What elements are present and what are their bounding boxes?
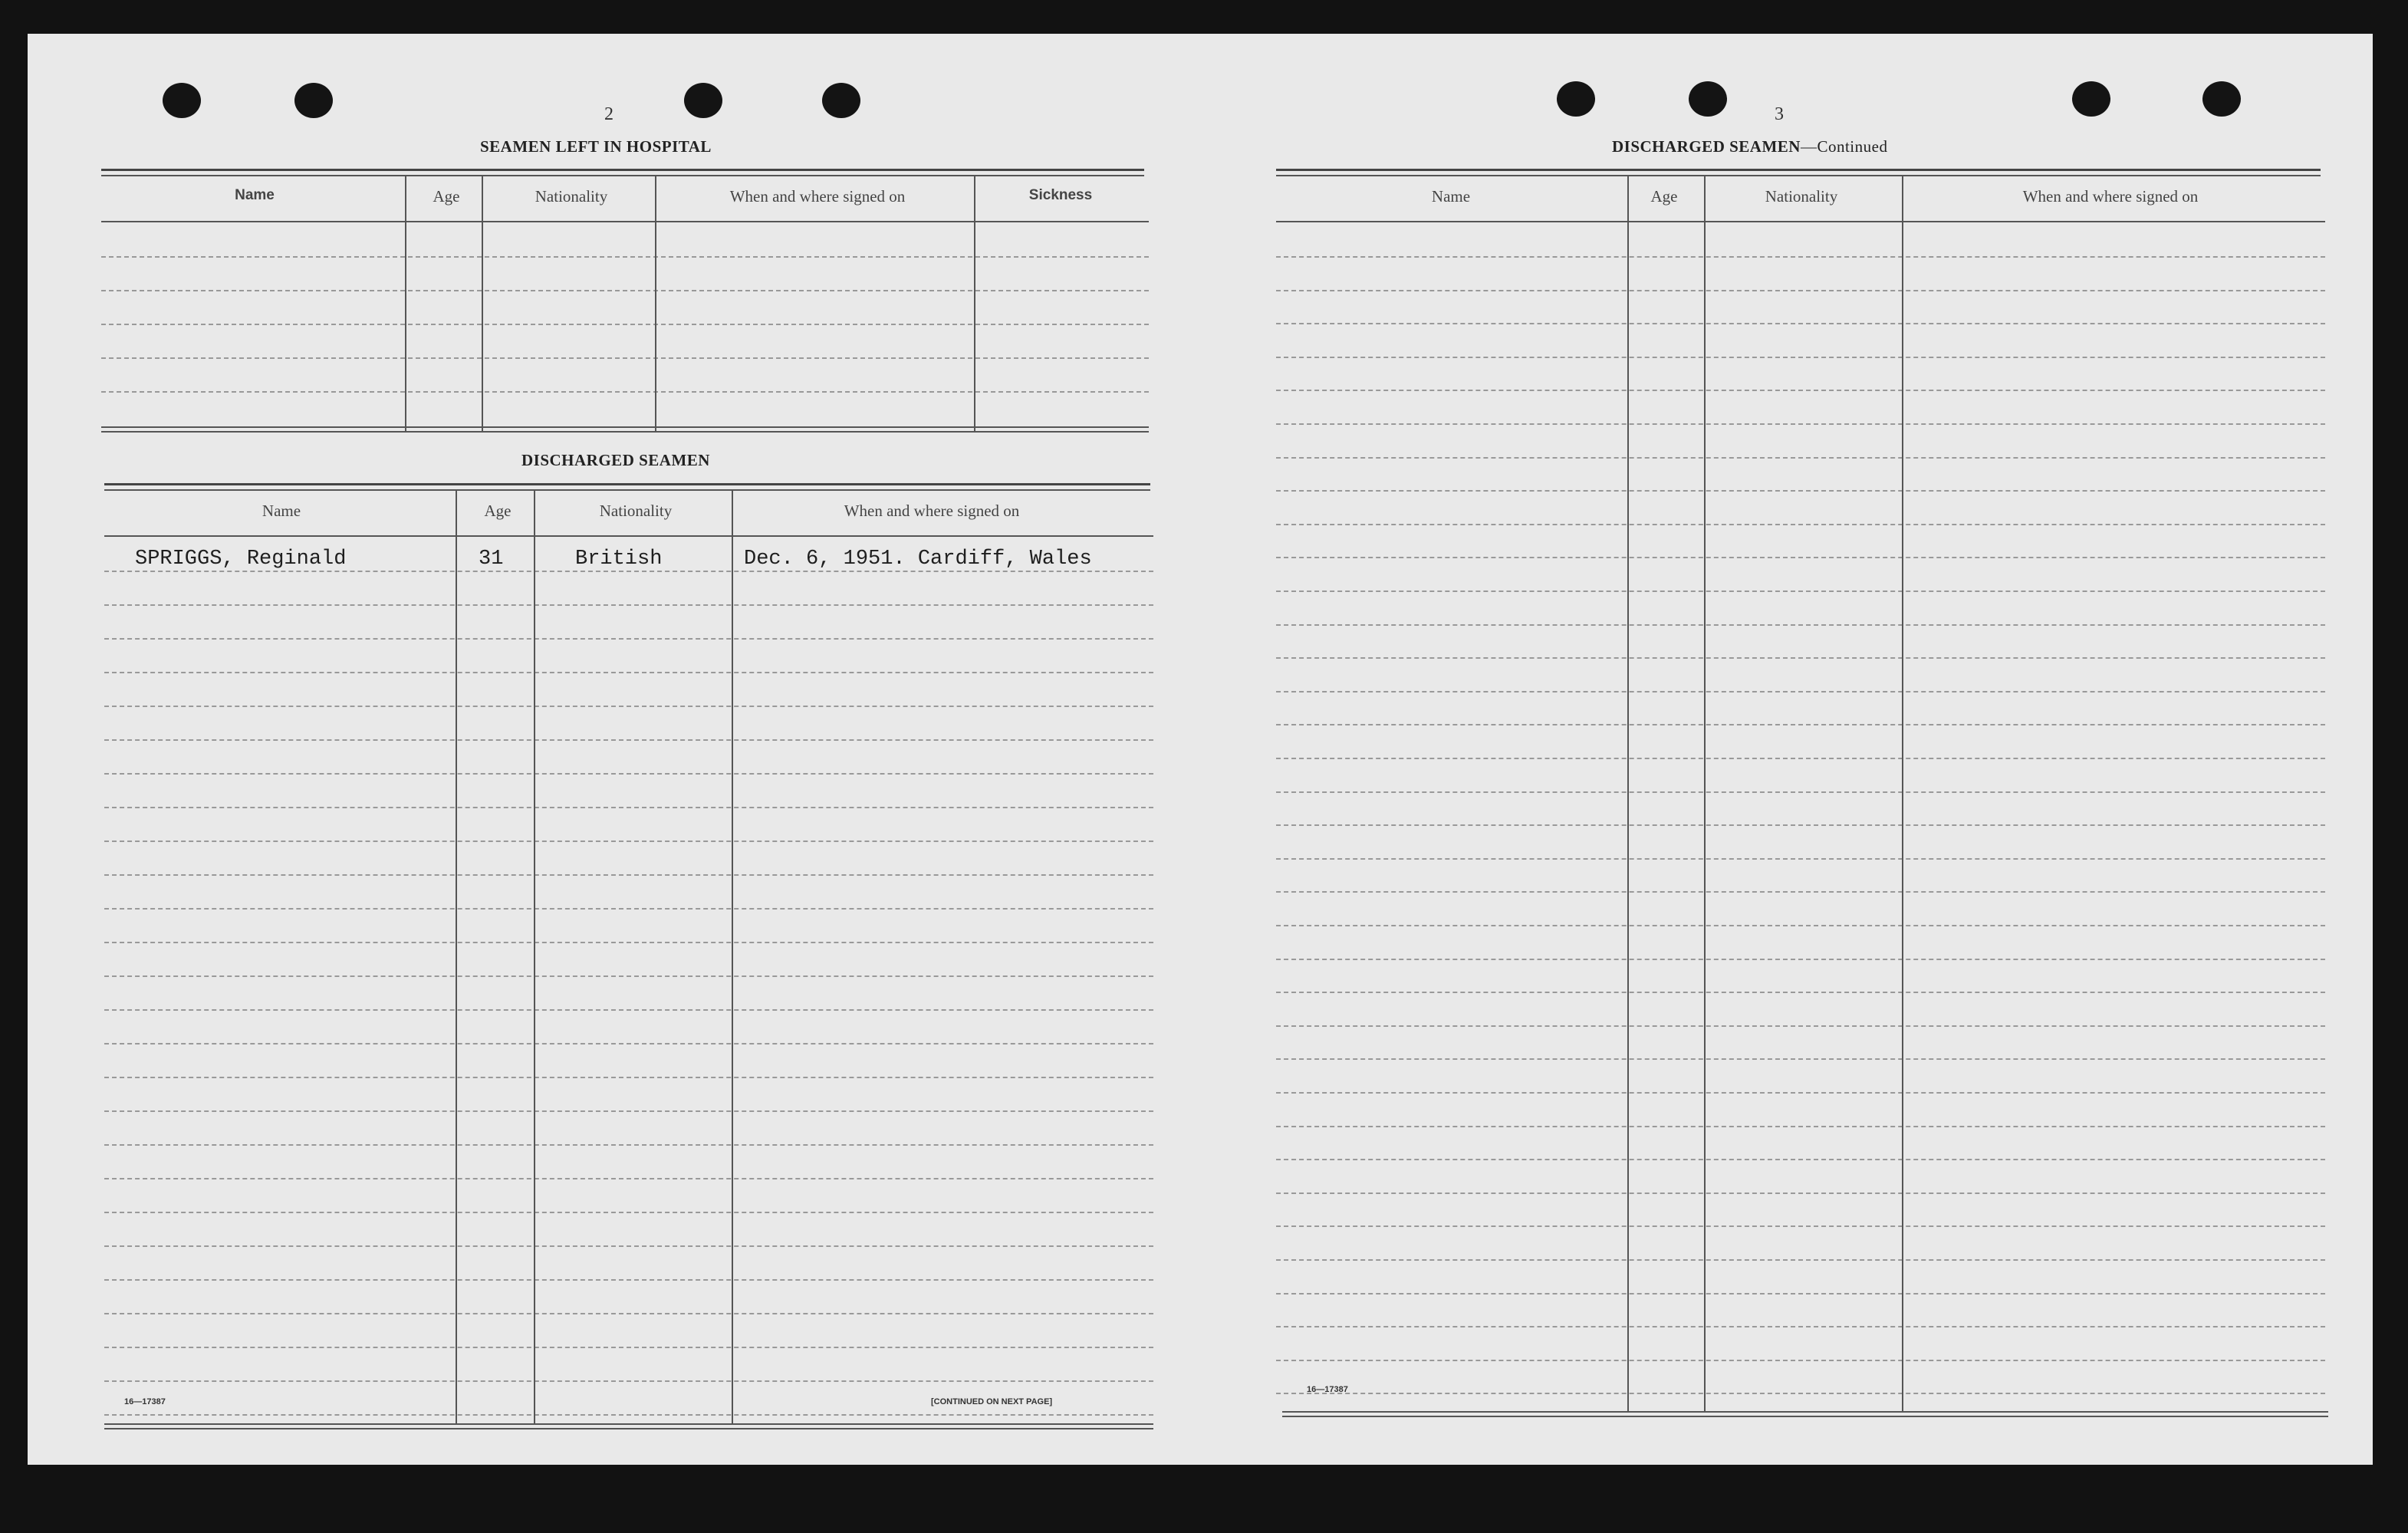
hospital-section-title: SEAMEN LEFT IN HOSPITAL <box>480 137 712 156</box>
ledger-row-rule <box>104 1043 1153 1044</box>
discharged-col-name: Name <box>262 502 301 520</box>
right-table-bottom-rule-2 <box>1282 1416 2328 1417</box>
discharged-col-signed-on: When and where signed on <box>844 502 1020 520</box>
ledger-row-rule <box>104 1414 1153 1416</box>
ledger-row-rule <box>104 807 1153 808</box>
ledger-row-rule <box>1276 290 2325 291</box>
ledger-row-rule <box>1276 323 2325 324</box>
form-number: 16—17387 <box>1307 1385 1348 1394</box>
ledger-row-rule <box>1276 959 2325 960</box>
discharged-header-rule <box>104 535 1153 537</box>
ledger-row-rule <box>1276 524 2325 525</box>
ledger-row-rule <box>104 638 1153 640</box>
punch-hole <box>1689 81 1727 117</box>
ledger-row-rule <box>1276 1326 2325 1327</box>
ledger-row-rule <box>104 1110 1153 1112</box>
page-number: 3 <box>1775 104 1784 124</box>
ledger-row-rule <box>104 942 1153 943</box>
discharged-table-bottom-rule-2 <box>104 1428 1153 1429</box>
ledger-row-rule <box>1276 1092 2325 1094</box>
right-col-signed-on: When and where signed on <box>2022 187 2199 206</box>
ledger-row-rule <box>1276 824 2325 826</box>
ledger-row-rule <box>1276 357 2325 358</box>
ledger-row-rule <box>1276 992 2325 993</box>
ledger-row-rule <box>104 706 1153 707</box>
ledger-row-rule <box>104 874 1153 876</box>
entry-name: SPRIGGS, Reginald <box>135 548 347 571</box>
right-table-top-rule <box>1276 169 2321 171</box>
hospital-row-rule <box>101 290 1149 291</box>
ledger-row-rule <box>1276 1193 2325 1194</box>
ledger-row-rule <box>104 739 1153 741</box>
ledger-row-rule <box>1276 925 2325 926</box>
right-col-divider <box>1627 175 1629 1411</box>
discharged-col-divider <box>456 489 457 1425</box>
ledger-row-rule <box>104 1077 1153 1078</box>
punch-hole <box>822 83 860 118</box>
punch-hole <box>1557 81 1595 117</box>
ledger-row-rule <box>1276 1025 2325 1027</box>
ledger-row-rule <box>1276 791 2325 793</box>
ledger-row-rule <box>1276 1393 2325 1394</box>
hospital-table-bottom-rule <box>101 426 1149 428</box>
ledger-row-rule <box>1276 758 2325 759</box>
right-col-name: Name <box>1431 187 1471 206</box>
ledger-row-rule <box>104 841 1153 842</box>
punch-hole <box>294 83 333 118</box>
hospital-col-nationality: Nationality <box>535 187 608 206</box>
ledger-row-rule <box>104 1144 1153 1146</box>
ledger-row-rule <box>1276 858 2325 860</box>
ledger-row-rule <box>1276 624 2325 626</box>
hospital-col-name: Name <box>235 187 275 203</box>
ledger-row-rule <box>1276 390 2325 391</box>
right-col-nationality: Nationality <box>1765 187 1838 206</box>
ledger-row-rule <box>1276 891 2325 893</box>
ledger-row-rule <box>104 1245 1153 1247</box>
ledger-row-rule <box>104 604 1153 606</box>
entry-nationality: British <box>575 548 663 571</box>
ledger-row-rule <box>1276 724 2325 725</box>
entry-signed-on: Dec. 6, 1951. Cardiff, Wales <box>744 548 1092 571</box>
ledger-row-rule <box>104 1313 1153 1314</box>
hospital-row-rule <box>101 391 1149 393</box>
punch-hole <box>2072 81 2110 117</box>
ledger-row-rule <box>1276 1360 2325 1361</box>
hospital-row-rule <box>101 256 1149 258</box>
right-col-divider <box>1902 175 1903 1411</box>
ledger-row-rule <box>104 908 1153 910</box>
ledger-row-rule <box>1276 1159 2325 1160</box>
hospital-row-rule <box>101 357 1149 359</box>
hospital-col-signed-on: When and where signed on <box>729 187 906 206</box>
entry-age: 31 <box>479 548 504 571</box>
hospital-col-divider <box>405 175 406 431</box>
discharged-col-nationality: Nationality <box>599 502 673 520</box>
ledger-row-rule <box>104 672 1153 673</box>
ledger-row-rule <box>104 1380 1153 1382</box>
hospital-header-rule <box>101 221 1149 222</box>
punch-hole <box>163 83 201 118</box>
ledger-row-rule <box>104 1279 1153 1281</box>
discharged-col-age: Age <box>484 502 512 520</box>
discharged-col-divider <box>534 489 535 1425</box>
hospital-col-divider <box>974 175 975 431</box>
ledger-row-rule <box>1276 557 2325 558</box>
right-col-age: Age <box>1650 187 1678 206</box>
right-table-top-rule-2 <box>1276 175 2321 176</box>
punch-hole <box>2202 81 2241 117</box>
discharged-table-top-rule <box>104 483 1150 485</box>
hospital-col-sickness: Sickness <box>1028 187 1093 203</box>
form-number: 16—17387 <box>124 1397 166 1406</box>
ledger-row-rule <box>1276 1259 2325 1261</box>
ledger-row-rule <box>104 1347 1153 1348</box>
hospital-col-divider <box>482 175 483 431</box>
discharged-section-title: DISCHARGED SEAMEN <box>521 451 710 469</box>
right-table-bottom-rule <box>1282 1411 2328 1413</box>
ledger-row-rule <box>1276 490 2325 492</box>
ledger-row-rule <box>1276 256 2325 258</box>
continued-note: [CONTINUED ON NEXT PAGE] <box>931 1397 1053 1406</box>
right-section-title-main: DISCHARGED SEAMEN <box>1612 137 1801 156</box>
ledger-row-rule <box>104 571 1153 572</box>
discharged-col-divider <box>732 489 733 1425</box>
ledger-row-rule <box>1276 1225 2325 1227</box>
ledger-row-rule <box>1276 423 2325 425</box>
ledger-row-rule <box>104 1009 1153 1011</box>
discharged-table-bottom-rule <box>104 1423 1153 1425</box>
right-section-title <box>1612 137 1887 156</box>
ledger-row-rule <box>104 975 1153 977</box>
ledger-row-rule <box>1276 1293 2325 1294</box>
discharged-table-top-rule-2 <box>104 489 1150 491</box>
ledger-row-rule <box>104 1178 1153 1179</box>
hospital-table-bottom-rule-2 <box>101 431 1149 433</box>
hospital-table-top-rule <box>101 169 1144 171</box>
ledger-row-rule <box>1276 1126 2325 1127</box>
ledger-row-rule <box>1276 457 2325 459</box>
ledger-sheet <box>28 34 2373 1465</box>
ledger-row-rule <box>1276 657 2325 659</box>
right-col-divider <box>1704 175 1706 1411</box>
hospital-table-top-rule-2 <box>101 175 1144 176</box>
ledger-row-rule <box>104 1212 1153 1213</box>
ledger-row-rule <box>1276 591 2325 592</box>
ledger-row-rule <box>104 773 1153 775</box>
ledger-row-rule <box>1276 691 2325 692</box>
punch-hole <box>684 83 722 118</box>
page-number: 2 <box>604 104 614 124</box>
hospital-row-rule <box>101 324 1149 325</box>
hospital-col-age: Age <box>433 187 460 206</box>
right-header-rule <box>1276 221 2325 222</box>
hospital-col-divider <box>655 175 656 431</box>
ledger-row-rule <box>1276 1058 2325 1060</box>
right-section-title-suffix: —Continued <box>1800 137 1888 156</box>
